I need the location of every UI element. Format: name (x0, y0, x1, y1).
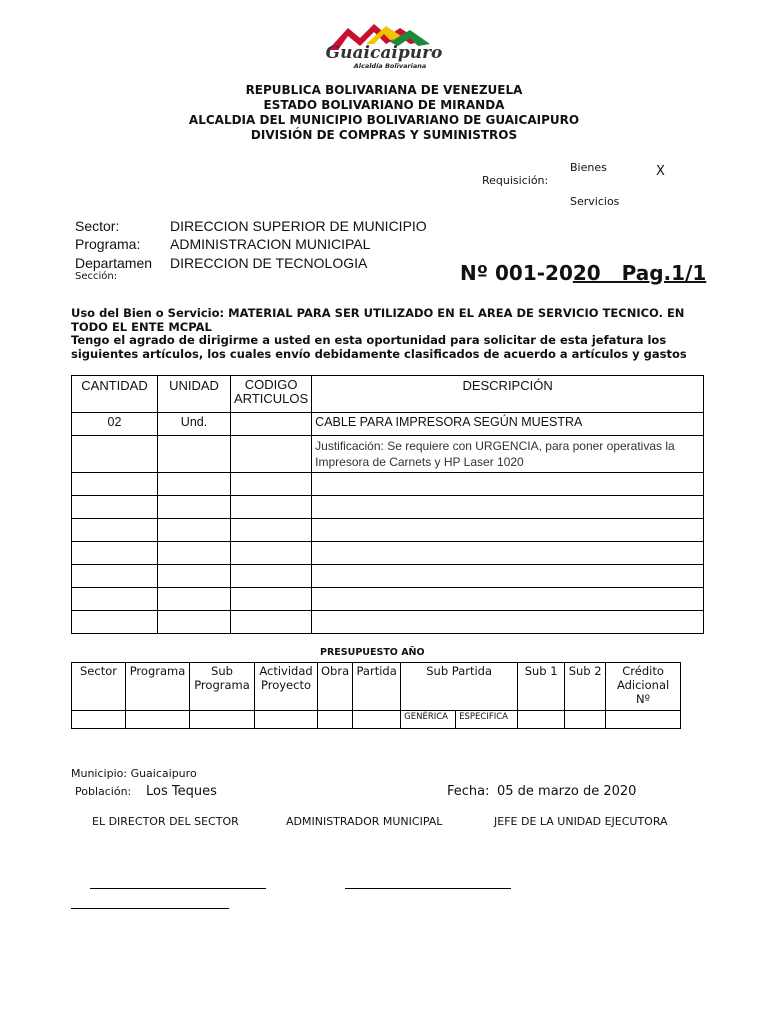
header-estado: ESTADO BOLIVARIANO DE MIRANDA (263, 98, 505, 112)
cell-descripcion: CABLE PARA IMPRESORA SEGÚN MUESTRA (312, 413, 704, 436)
cell-empty (565, 711, 606, 729)
cell-empty (72, 711, 126, 729)
programa-label: Programa: (75, 236, 141, 252)
signature-line-administrador (345, 888, 511, 889)
uso-text: Uso del Bien o Servicio: MATERIAL PARA SER UTILIZADO EN EL AREA DE SERVICIO TECNICO. EN TODO EL ENTE MCPAL (71, 306, 685, 334)
pres-header-subprograma: Sub Programa (190, 663, 255, 711)
table-row (72, 542, 704, 565)
pres-header-subpartida: Sub Partida (401, 663, 518, 711)
cell-empty (126, 711, 190, 729)
table-row (72, 413, 704, 436)
cell-empty (231, 496, 312, 519)
cell-empty (231, 611, 312, 634)
table-row (72, 611, 704, 634)
signature-administrador-label: ADMINISTRADOR MUNICIPAL (286, 815, 443, 828)
cell-empty (312, 519, 704, 542)
pres-header-sector: Sector (72, 663, 126, 711)
cell-empty (231, 588, 312, 611)
cell-empty (158, 436, 231, 473)
pres-especifica: ESPECIFICA (456, 711, 518, 729)
bienes-label: Bienes (570, 161, 607, 174)
poblacion-label: Población: (75, 785, 132, 798)
cell-cantidad: 02 (72, 413, 158, 436)
presupuesto-title: PRESUPUESTO AÑO (320, 647, 425, 658)
sector-value: DIRECCION SUPERIOR DE MUNICIPIO (170, 218, 427, 234)
pres-header-programa: Programa (126, 663, 190, 711)
cell-empty (158, 611, 231, 634)
cell-empty (255, 711, 318, 729)
cell-empty (518, 711, 565, 729)
table-row (72, 496, 704, 519)
cell-empty (353, 711, 401, 729)
signature-line-director (90, 888, 266, 889)
cell-empty (312, 496, 704, 519)
cell-empty (318, 711, 353, 729)
table-row (72, 473, 704, 496)
table-row (72, 588, 704, 611)
cell-empty (606, 711, 681, 729)
cell-empty (72, 519, 158, 542)
cell-empty (190, 711, 255, 729)
cell-empty (312, 588, 704, 611)
intro-text: Tengo el agrado de dirigirme a usted en esta oportunidad para solicitar de esta jefatura los siguientes artículos, los cuales envío debidamente clasificados de acuerdo a artículos y gastos (71, 333, 687, 361)
header-codigo: CODIGO ARTICULOS (231, 376, 312, 413)
requisition-number: Nº 001-2020 Pag.1/1 (460, 261, 707, 285)
cell-empty (312, 542, 704, 565)
table-row (72, 565, 704, 588)
cell-codigo (231, 413, 312, 436)
departamento-value: DIRECCION DE TECNOLOGIA (170, 255, 368, 271)
pres-header-sub2: Sub 2 (565, 663, 606, 711)
header-unidad: UNIDAD (158, 376, 231, 413)
guaicaipuro-logo (326, 22, 446, 72)
cell-empty (312, 611, 704, 634)
poblacion-value: Los Teques (146, 784, 217, 799)
svg-text:Alcaldía Bolivariana: Alcaldía Bolivariana (353, 62, 427, 70)
items-header-row (72, 376, 704, 413)
fecha-value: 05 de marzo de 2020 (497, 784, 637, 799)
cell-empty (72, 436, 158, 473)
header-alcaldia: ALCALDIA DEL MUNICIPIO BOLIVARIANO DE GUAICAIPURO (188, 113, 580, 127)
cell-empty (158, 565, 231, 588)
cell-empty (72, 565, 158, 588)
table-row (72, 436, 704, 473)
cell-empty (72, 542, 158, 565)
header-descripcion: DESCRIPCIÓN (312, 376, 704, 413)
cell-empty (72, 473, 158, 496)
presupuesto-row (72, 711, 681, 729)
seccion-label: Sección: (75, 271, 118, 282)
cell-unidad: Und. (158, 413, 231, 436)
items-table (71, 375, 704, 634)
sector-label: Sector: (75, 218, 120, 234)
cell-empty (72, 496, 158, 519)
cell-empty (158, 588, 231, 611)
cell-empty (158, 496, 231, 519)
header-cantidad: CANTIDAD (72, 376, 158, 413)
departamento-label: Departamen (75, 255, 153, 271)
pres-header-obra: Obra (318, 663, 353, 711)
requisicion-mark: X (656, 164, 665, 179)
cell-empty (231, 473, 312, 496)
cell-justificacion: Justificación: Se requiere con URGENCIA, para poner operativas la Impresora de Carnets y HP Laser 1020 (312, 436, 704, 473)
municipio-text: Municipio: Guaicaipuro (71, 767, 197, 780)
cell-empty (72, 588, 158, 611)
pres-header-credito: Crédito Adicional Nº (606, 663, 681, 711)
fecha-label: Fecha: (447, 784, 490, 799)
svg-text:Guaicaipuro: Guaicaipuro (326, 43, 443, 63)
cell-empty (231, 542, 312, 565)
pres-header-partida: Partida (353, 663, 401, 711)
servicios-label: Servicios (570, 195, 620, 208)
cell-empty (72, 611, 158, 634)
signature-jefe-label: JEFE DE LA UNIDAD EJECUTORA (494, 815, 668, 828)
cell-empty (231, 436, 312, 473)
signature-line-jefe (71, 908, 229, 909)
signature-director-label: EL DIRECTOR DEL SECTOR (92, 815, 239, 828)
pres-generica: GENÉRICA (401, 711, 456, 729)
cell-empty (231, 519, 312, 542)
cell-empty (158, 542, 231, 565)
cell-empty (158, 519, 231, 542)
requisicion-label: Requisición: (482, 174, 549, 187)
header-republica: REPUBLICA BOLIVARIANA DE VENEZUELA (245, 83, 523, 97)
cell-empty (231, 565, 312, 588)
pres-header-actividad: Actividad Proyecto (255, 663, 318, 711)
header-division: DIVISIÓN DE COMPRAS Y SUMINISTROS (250, 128, 518, 142)
cell-empty (312, 565, 704, 588)
cell-empty (312, 473, 704, 496)
programa-value: ADMINISTRACION MUNICIPAL (170, 236, 371, 252)
pres-header-sub1: Sub 1 (518, 663, 565, 711)
presupuesto-table (71, 662, 681, 729)
table-row (72, 519, 704, 542)
cell-empty (158, 473, 231, 496)
presupuesto-header-row (72, 663, 681, 711)
